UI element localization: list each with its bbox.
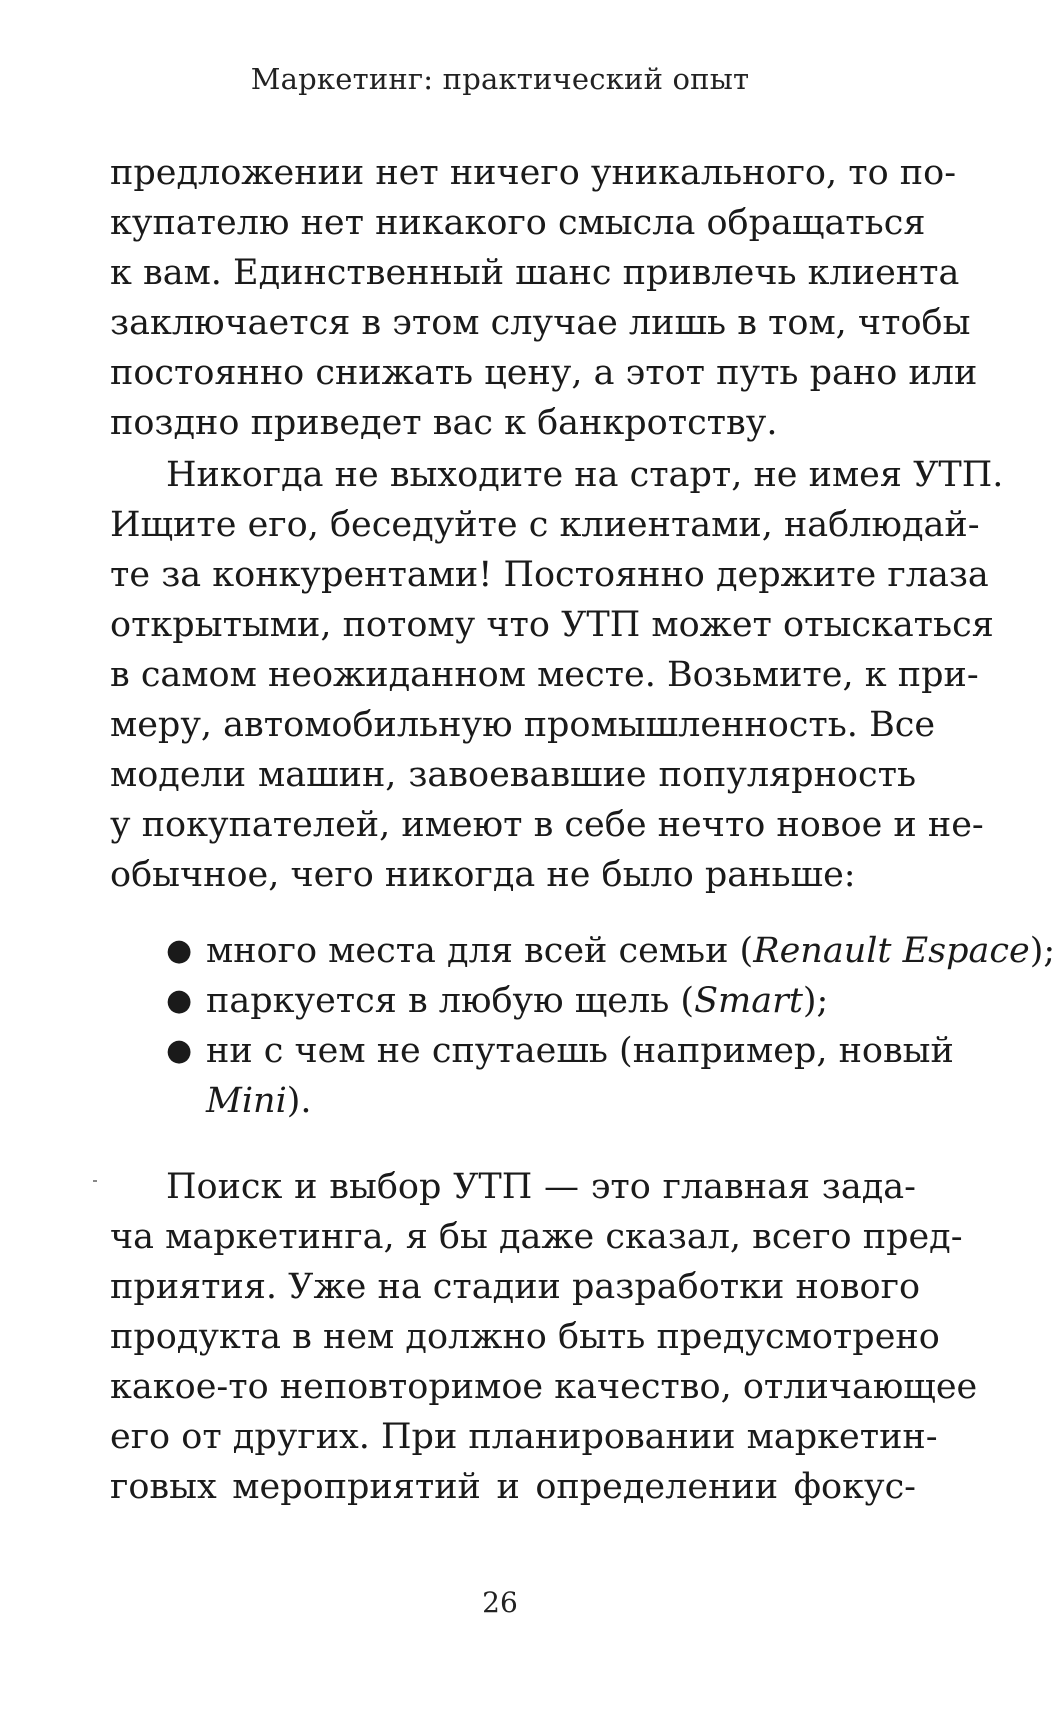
running-title: Маркетинг: практический опыт	[250, 62, 750, 96]
list-item-tail: ).	[286, 1081, 312, 1121]
bullet-icon: ●	[166, 983, 193, 1018]
brand-name: Mini	[206, 1081, 287, 1121]
text-line: заключается в этом случае лишь в том, чтобы	[110, 303, 971, 343]
text-line: Ищите его, беседуйте с клиентами, наблюдай-	[110, 505, 980, 545]
list-item-tail: );	[1029, 931, 1055, 971]
text-line: те за конкурентами! Постоянно держите глаза	[110, 555, 989, 595]
text-line: Поиск и выбор УТП — это главная зада-	[166, 1167, 916, 1207]
list-item-lead: паркуется в любую щель (	[206, 981, 695, 1021]
brand-name: Smart	[694, 981, 803, 1021]
scan-speck	[93, 1180, 97, 1182]
text-line: модели машин, завоевавшие популярность	[110, 755, 916, 795]
text-line: предложении нет ничего уникального, то по-	[110, 153, 957, 193]
text-line: у покупателей, имеют в себе нечто новое и не-	[110, 805, 984, 845]
paragraph-3	[110, 1162, 978, 1512]
bullet-icon: ●	[166, 933, 193, 968]
brand-name: Renault Espace	[753, 931, 1030, 971]
body-text	[110, 148, 1055, 1512]
text-line: поздно приведет вас к банкротству.	[110, 403, 778, 443]
list-item-lead: много места для всей семьи (	[206, 931, 754, 971]
paragraph-1	[110, 148, 978, 448]
list-item	[110, 926, 1055, 976]
text-line: его от других. При планировании маркетин-	[110, 1417, 938, 1457]
text-line: продукта в нем должно быть предусмотрено	[110, 1317, 940, 1357]
list-item	[110, 976, 916, 1026]
paragraph-2	[110, 450, 1004, 900]
text-line: ча маркетинга, я бы даже сказал, всего пред-	[110, 1217, 963, 1257]
bullet-icon: ●	[166, 1033, 193, 1068]
bullet-list	[110, 926, 1055, 1126]
text-line: открытыми, потому что УТП может отыскаться	[110, 605, 994, 645]
text-line: постоянно снижать цену, а этот путь рано или	[110, 353, 978, 393]
text-line: Никогда не выходите на старт, не имея УТП.	[166, 455, 1004, 495]
text-line: в самом неожиданном месте. Возьмите, к при-	[110, 655, 979, 695]
page-number: 26	[482, 1586, 518, 1619]
text-line: обычное, чего никогда не было раньше:	[110, 855, 856, 895]
text-line: меру, автомобильную промышленность. Все	[110, 705, 936, 745]
list-item-lead: ни с чем не спутаешь (например, новый	[206, 1031, 954, 1071]
list-item-text	[206, 926, 1055, 976]
text-line: какое-то неповторимое качество, отличающее	[110, 1367, 978, 1407]
text-line: к вам. Единственный шанс привлечь клиента	[110, 253, 960, 293]
list-item-tail: );	[802, 981, 829, 1021]
text-line: приятия. Уже на стадии разработки нового	[110, 1267, 921, 1307]
list-item-text-continued	[206, 1076, 916, 1126]
list-item-text	[206, 976, 916, 1026]
list-item	[110, 1026, 954, 1126]
text-line: говых мероприятий и определении фокус-	[110, 1467, 916, 1507]
text-line: купателю нет никакого смысла обращаться	[110, 203, 926, 243]
